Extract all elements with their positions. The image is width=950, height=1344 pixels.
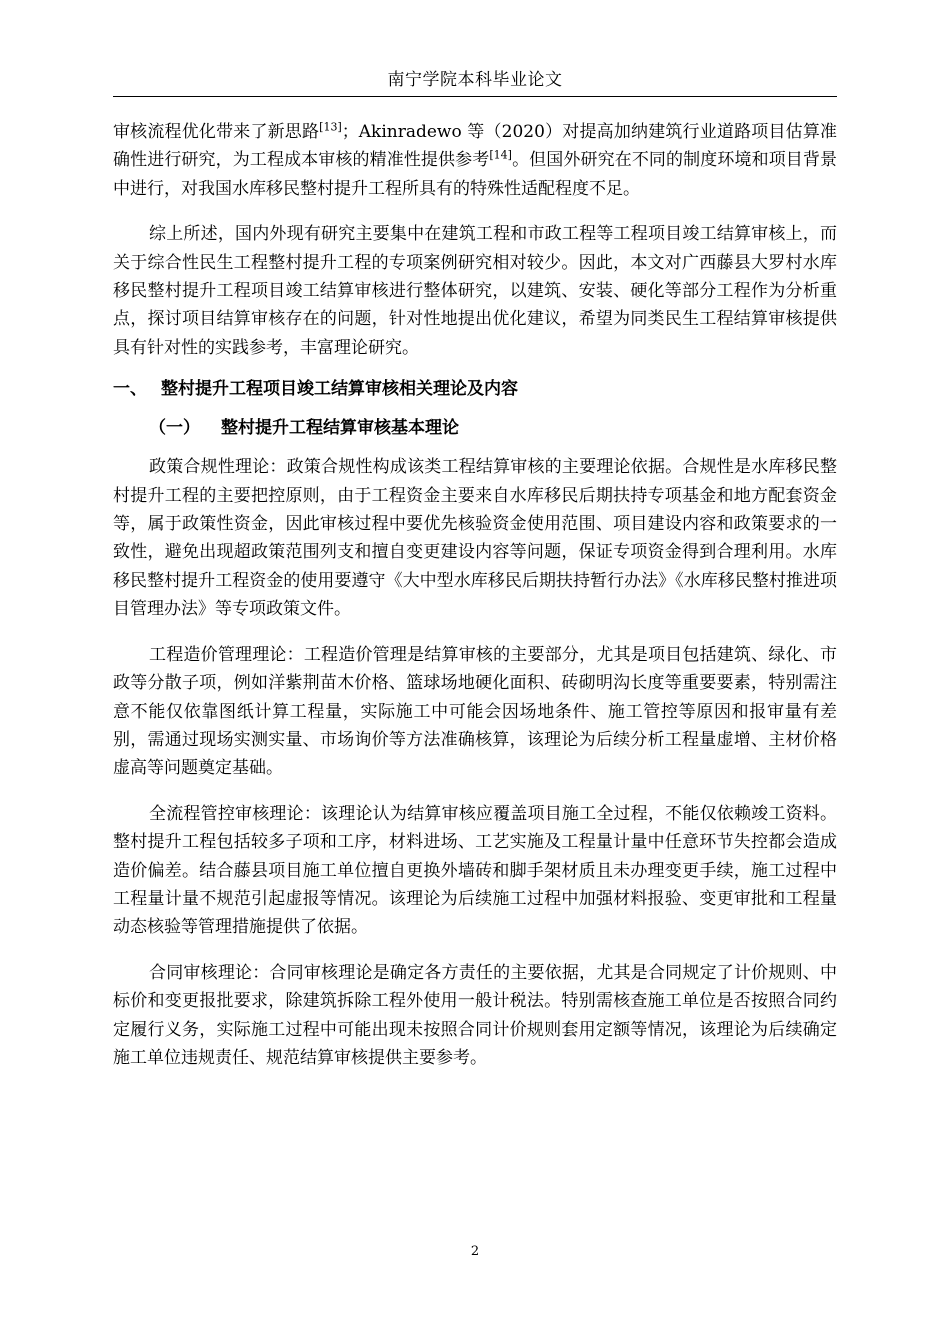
paragraph-literature-foreign xyxy=(113,118,837,203)
section-heading xyxy=(113,375,837,403)
page-header: 南宁学院本科毕业论文 xyxy=(387,70,563,90)
subsection-number: （一） xyxy=(149,418,200,439)
paragraph-process-control: 全流程管控审核理论：该理论认为结算审核应覆盖项目施工全过程，不能仅依赖竣工资料。整村提升工程包括较多子项和工序，材料进场、工艺实施及工程量计量中任意环节失控都会造成造价偏差。结合藤县项目施工单位擅自更换外墙砖和脚手架材质且未办理变更手续，施工过程中工程量计量不规范引起虚报等情况。该理论为后续施工过程中加强材料报验、变更审批和工程量动态核验等管理措施提供了依据。 xyxy=(113,803,837,938)
subsection-title: 整村提升工程结算审核基本理论 xyxy=(221,418,459,439)
citation-ref-14: [14] xyxy=(489,148,512,162)
paragraph-text: ；Akinradewo 等（2020）对提高加纳建筑行业道路项目估算准确性进行研究，为工程成本审核的精准性提供参考 xyxy=(113,122,838,171)
section-title: 整村提升工程项目竣工结算审核相关理论及内容 xyxy=(161,379,518,400)
section-number: 一、 xyxy=(113,379,147,400)
paragraph-summary: 综上所述，国内外现有研究主要集中在建筑工程和市政工程等工程项目竣工结算审核上，而关于综合性民生工程整村提升工程的专项案例研究相对较少。因此，本文对广西藤县大罗村水库移民整村提升工程项目竣工结算审核进行整体研究，以建筑、安装、硬化等部分工程作为分析重点，探讨项目结算审核存在的问题，针对性地提出优化建议，希望为同类民生工程结算审核提供具有针对性的实践参考，丰富理论研究。 xyxy=(113,224,837,358)
page-number: 2 xyxy=(470,1244,480,1259)
subsection-heading xyxy=(113,414,837,442)
header-rule xyxy=(113,96,837,97)
citation-ref-13: [13] xyxy=(319,120,342,134)
page-content xyxy=(113,118,837,1072)
paragraph-policy-compliance: 政策合规性理论：政策合规性构成该类工程结算审核的主要理论依据。合规性是水库移民整村提升工程的主要把控原则，由于工程资金主要来自水库移民后期扶持专项基金和地方配套资金等，属于政策性资金，因此审核过程中要优先核验资金使用范围、项目建设内容和政策要求的一致性，避免出现超政策范围列支和擅自变更建设内容等问题，保证专项资金得到合理利用。水库移民整村提升工程资金的使用要遵守《大中型水库移民后期扶持暂行办法》《水库移民整村推进项目管理办法》等专项政策文件。 xyxy=(113,457,837,620)
paragraph-cost-management: 工程造价管理理论：工程造价管理是结算审核的主要部分，尤其是项目包括建筑、绿化、市政等分散子项，例如洋紫荆苗木价格、篮球场地硬化面积、砖砌明沟长度等重要要素，特别需注意不能仅依靠图纸计算工程量，实际施工中可能会因场地条件、施工管控等原因和报审量有差别，需通过现场实测实量、市场询价等方法准确核算，该理论为后续分析工程量虚增、主材价格虚高等问题奠定基础。 xyxy=(113,644,837,779)
paragraph-contract-audit: 合同审核理论：合同审核理论是确定各方责任的主要依据，尤其是合同规定了计价规则、中标价和变更报批要求，除建筑拆除工程外使用一般计税法。特别需核查施工单位是否按照合同约定履行义务，实际施工过程中可能出现未按照合同计价规则套用定额等情况，该理论为后续确定施工单位违规责任、规范结算审核提供主要参考。 xyxy=(113,962,837,1068)
paragraph-text: 审核流程优化带来了新思路 xyxy=(113,122,320,142)
paragraph-text: 。但国外研究在不同的制度环境和项目背景中进行，对我国水库移民整村提升工程所具有的特殊性适配程度不足。 xyxy=(113,150,838,199)
